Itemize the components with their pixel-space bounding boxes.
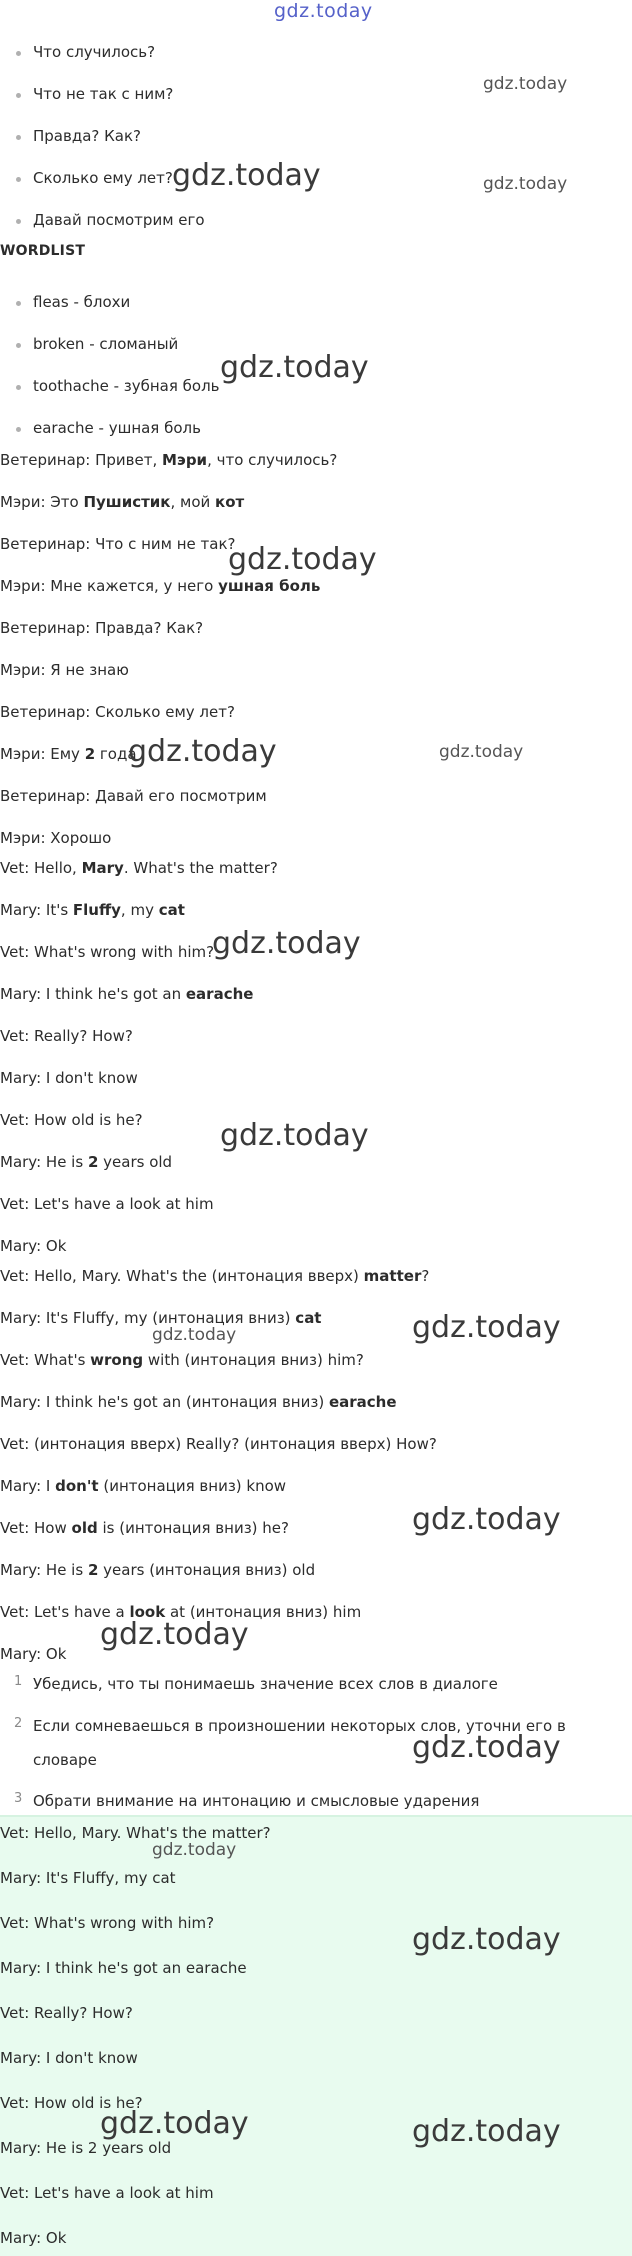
dialogue-line: Мэри: Хорошо <box>0 829 112 847</box>
dialogue-line: Vet: How old is (интонация вниз) he? <box>0 1519 289 1537</box>
dialogue-line: Mary: I think he's got an earache <box>0 1959 247 1977</box>
dialogue-line: Mary: It's Fluffy, my cat <box>0 901 185 919</box>
dialogue-line: Mary: I don't know <box>0 2049 138 2067</box>
dialogue-line: Mary: I don't know <box>0 1069 138 1087</box>
list-item: Убедись, что ты понимаешь значение всех слов в диалоге <box>33 1675 498 1693</box>
dialogue-line: Vet: What's wrong with (интонация вниз) him? <box>0 1351 364 1369</box>
dialogue-line: Mary: Ok <box>0 1237 67 1255</box>
dialogue-line: Vet: How old is he? <box>0 1111 143 1129</box>
dialogue-line: Vet: (интонация вверх) Really? (интонация вверх) How? <box>0 1435 437 1453</box>
dialogue-line: Mary: He is 2 years old <box>0 1153 173 1171</box>
watermark: gdz.today <box>412 1502 561 1537</box>
bullet-icon <box>14 340 22 348</box>
bullet-icon <box>14 174 22 182</box>
watermark: gdz.today <box>212 926 361 961</box>
wordlist-heading: WORDLIST <box>0 243 86 259</box>
bullet-icon <box>14 90 22 98</box>
watermark: gdz.today <box>483 174 568 194</box>
list-item: Правда? Как? <box>33 127 141 145</box>
dialogue-line: Мэри: Это Пушистик, мой кот <box>0 493 245 511</box>
list-item: Давай посмотрим его <box>33 211 205 229</box>
list-item: fleas - блохи <box>33 293 131 311</box>
list-item: Обрати внимание на интонацию и смысловые ударения <box>33 1792 480 1810</box>
watermark: gdz.today <box>412 2114 561 2149</box>
dialogue-line: Ветеринар: Правда? Как? <box>0 619 204 637</box>
dialogue-line: Мэри: Ему 2 года <box>0 745 137 763</box>
watermark: gdz.today <box>228 542 377 577</box>
dialogue-line: Ветеринар: Сколько ему лет? <box>0 703 235 721</box>
dialogue-line: Vet: Hello, Mary. What's the matter? <box>0 859 278 877</box>
dialogue-line: Mary: Ok <box>0 1645 67 1663</box>
list-number: 1 <box>14 1674 23 1689</box>
dialogue-line: Мэри: Я не знаю <box>0 661 129 679</box>
list-number: 2 <box>14 1716 23 1731</box>
dialogue-line: Ветеринар: Привет, Мэри, что случилось? <box>0 451 338 469</box>
site-logo[interactable]: gdz.today <box>274 0 373 22</box>
watermark: gdz.today <box>220 350 369 385</box>
dialogue-line: Vet: Hello, Mary. What's the matter? <box>0 1824 271 1842</box>
dialogue-line: Mary: Ok <box>0 2229 67 2247</box>
dialogue-line: Ветеринар: Давай его посмотрим <box>0 787 267 805</box>
watermark: gdz.today <box>100 1617 249 1652</box>
watermark: gdz.today <box>128 734 277 769</box>
dialogue-line: Mary: He is 2 years old <box>0 2139 172 2157</box>
dialogue-line: Mary: I don't (интонация вниз) know <box>0 1477 287 1495</box>
list-number: 3 <box>14 1791 23 1806</box>
bullet-icon <box>14 48 22 56</box>
list-item: Если сомневаешься в произношении некоторых слов, уточни его в <box>33 1717 566 1735</box>
list-item: Что случилось? <box>33 43 156 61</box>
watermark: gdz.today <box>172 158 321 193</box>
watermark: gdz.today <box>152 1325 237 1345</box>
watermark: gdz.today <box>483 74 568 94</box>
watermark: gdz.today <box>439 742 524 762</box>
dialogue-line: Mary: It's Fluffy, my cat <box>0 1869 176 1887</box>
dialogue-line: Vet: What's wrong with him? <box>0 943 215 961</box>
bullet-icon <box>14 298 22 306</box>
list-item: earache - ушная боль <box>33 419 201 437</box>
dialogue-line: Mary: I think he's got an (интонация вниз) earache <box>0 1393 397 1411</box>
watermark: gdz.today <box>412 1922 561 1957</box>
dialogue-line: Mary: I think he's got an earache <box>0 985 254 1003</box>
dialogue-line: Vet: Let's have a look at (интонация вниз) him <box>0 1603 362 1621</box>
dialogue-line: Mary: It's Fluffy, my (интонация вниз) cat <box>0 1309 322 1327</box>
list-item: toothache - зубная боль <box>33 377 220 395</box>
dialogue-line: Ветеринар: Что с ним не так? <box>0 535 236 553</box>
dialogue-line: Vet: Let's have a look at him <box>0 1195 214 1213</box>
list-item: Что не так с ним? <box>33 85 174 103</box>
watermark: gdz.today <box>412 1730 561 1765</box>
dialogue-line: Vet: What's wrong with him? <box>0 1914 215 1932</box>
dialogue-line: Vet: Really? How? <box>0 1027 133 1045</box>
dialogue-line: Vet: Hello, Mary. What's the (интонация вверх) matter? <box>0 1267 430 1285</box>
bullet-icon <box>14 132 22 140</box>
dialogue-line: Vet: How old is he? <box>0 2094 143 2112</box>
list-item: Сколько ему лет? <box>33 169 173 187</box>
watermark: gdz.today <box>152 1840 237 1860</box>
dialogue-line: Vet: Really? How? <box>0 2004 133 2022</box>
dialogue-line: Мэри: Мне кажется, у него ушная боль <box>0 577 321 595</box>
watermark: gdz.today <box>220 1118 369 1153</box>
dialogue-line: Vet: Let's have a look at him <box>0 2184 214 2202</box>
watermark: gdz.today <box>100 2106 249 2141</box>
watermark: gdz.today <box>412 1310 561 1345</box>
bullet-icon <box>14 424 22 432</box>
divider <box>0 1815 632 1817</box>
bullet-icon <box>14 216 22 224</box>
list-item-continuation: словаре <box>33 1751 97 1769</box>
dialogue-line: Mary: He is 2 years (интонация вниз) old <box>0 1561 316 1579</box>
list-item: broken - сломаный <box>33 335 179 353</box>
bullet-icon <box>14 382 22 390</box>
